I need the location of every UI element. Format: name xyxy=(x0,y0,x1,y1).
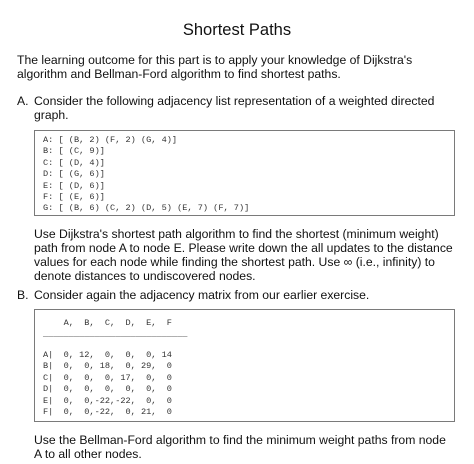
adjacency-matrix-row: B| 0, 0, 18, 0, 29, 0 xyxy=(43,361,172,372)
part-b-prompt: Consider again the adjacency matrix from our earlier exercise. xyxy=(34,288,370,302)
adjacency-list-row: E: [ (D, 6)] xyxy=(43,180,105,191)
adjacency-list-row: C: [ (D, 4)] xyxy=(43,157,105,168)
adjacency-list-row: G: [ (B, 6) (C, 2) (D, 5) (E, 7) (F, 7)] xyxy=(43,203,250,214)
adjacency-list-row: D: [ (G, 6)] xyxy=(43,169,105,180)
intro-line-1: The learning outcome for this part is to apply your knowledge of Dijkstra's xyxy=(17,53,413,67)
part-a-instructions-line-3: values for each node while finding the shortest path. Use ∞ (i.e., infinity) to xyxy=(34,255,435,269)
adjacency-list-row: B: [ (C, 9)] xyxy=(43,146,105,157)
part-a-marker: A. xyxy=(17,94,29,108)
part-a-prompt-line-2: graph. xyxy=(34,108,69,122)
adjacency-matrix-box xyxy=(34,309,455,422)
adjacency-matrix-row: A| 0, 12, 0, 0, 0, 14 xyxy=(43,350,172,360)
part-a-instructions-line-4: denote distances to undiscovered nodes. xyxy=(34,269,256,283)
adjacency-matrix-rule: ____________________________ xyxy=(43,329,188,339)
part-a-prompt-line-1: Consider the following adjacency list representation of a weighted directed xyxy=(34,94,435,108)
part-a-instructions-line-1: Use Dijkstra's shortest path algorithm to find the shortest (minimum weight) xyxy=(34,227,439,241)
part-b-marker: B. xyxy=(17,288,29,302)
adjacency-matrix-row: E| 0, 0,-22,-22, 0, 0 xyxy=(43,395,172,406)
intro-line-2: algorithm and Bellman-Ford algorithm to find shortest paths. xyxy=(17,67,341,81)
adjacency-matrix-row: C| 0, 0, 0, 17, 0, 0 xyxy=(43,372,172,383)
adjacency-matrix-row: D| 0, 0, 0, 0, 0, 0 xyxy=(43,384,172,395)
adjacency-list-row: F: [ (E, 6)] xyxy=(43,192,105,202)
part-a-instructions-line-2: path from node A to node E. Please write down the all updates to the distance xyxy=(34,241,453,255)
adjacency-matrix-row: F| 0, 0,-22, 0, 21, 0 xyxy=(43,407,172,417)
part-b-instructions-line-1: Use the Bellman-Ford algorithm to find the minimum weight paths from node xyxy=(34,433,446,447)
adjacency-list-row: A: [ (B, 2) (F, 2) (G, 4)] xyxy=(43,135,178,145)
part-b-instructions-line-2: A to all other nodes. xyxy=(34,447,142,461)
adjacency-matrix-header: A, B, C, D, E, F xyxy=(43,318,172,328)
adjacency-list-box xyxy=(34,130,455,216)
page-title: Shortest Paths xyxy=(182,21,292,39)
